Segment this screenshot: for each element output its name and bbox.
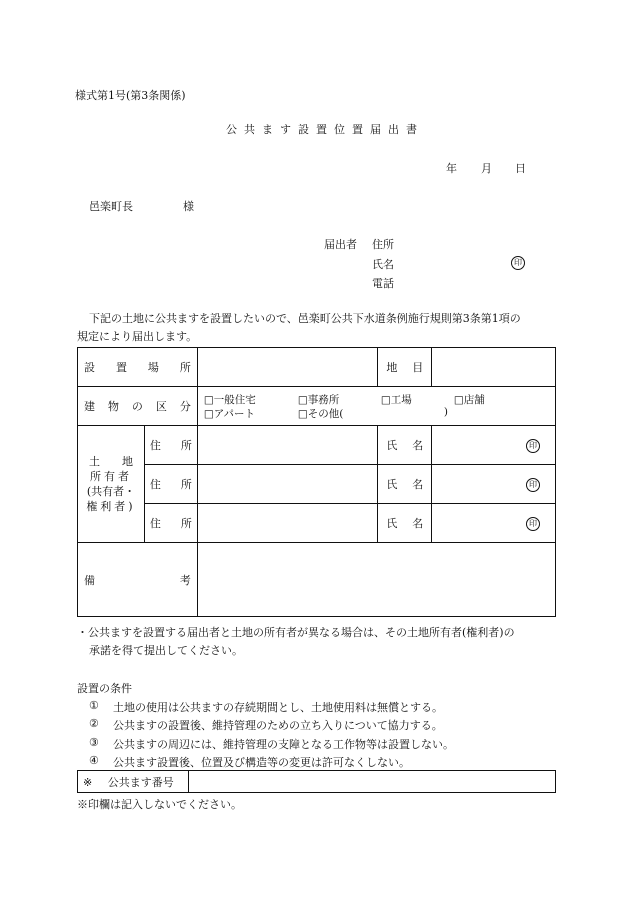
condition-2-text: 公共ますの設置後、維持管理のための立ち入りについて協力する。: [113, 719, 443, 732]
condition-2-num: ②: [89, 717, 99, 730]
option-factory[interactable]: □工場: [380, 394, 412, 406]
owner-1-stamp-icon: 印: [526, 439, 540, 453]
owner-3-name-label: 氏 名: [378, 504, 432, 543]
condition-4-num: ④: [89, 754, 99, 767]
condition-1-num: ①: [89, 699, 99, 712]
addressee-name: 邑楽町長: [89, 200, 133, 213]
owner-3-address-field[interactable]: [197, 504, 377, 543]
intro-line-2: 規定により届出します。: [77, 330, 198, 343]
condition-3-num: ③: [89, 736, 99, 749]
owner-label-line-2: 所有者: [89, 470, 132, 483]
owner-3-stamp-icon: 印: [526, 517, 540, 531]
option-apartment[interactable]: □アパート: [203, 408, 255, 420]
applicant-stamp-icon: 印: [511, 255, 525, 270]
applicant-label: 届出者: [324, 238, 357, 251]
applicant-phone-label: 電話: [372, 277, 394, 290]
addressee-honorific: 様: [183, 200, 194, 213]
footer-note: ※印欄は記入しないでください。: [77, 798, 242, 811]
owner-1-name-label: 氏 名: [378, 426, 432, 465]
owner-2-name-field[interactable]: [432, 465, 556, 504]
building-type-options: [197, 387, 555, 426]
owner-label-line-4: 権利者): [86, 500, 136, 513]
owner-2-name-label: 氏 名: [378, 465, 432, 504]
number-box: [77, 770, 556, 793]
building-type-label-cell: 建 物 の 区 分: [78, 387, 198, 426]
owner-1-name-field[interactable]: [432, 426, 556, 465]
owner-label-cell: [78, 426, 145, 543]
remarks-field[interactable]: [197, 543, 555, 617]
page-title: 公共ます設置位置届出書: [226, 123, 424, 136]
condition-4-text: 公共ます設置後、位置及び構造等の変更は許可なくしない。: [113, 756, 410, 769]
note-line-2: 承諾を得て提出してください。: [89, 644, 243, 657]
option-general-house[interactable]: □一般住宅: [203, 394, 256, 406]
location-label-cell: 設 置 場 所: [78, 348, 198, 387]
owner-2-stamp-icon: 印: [526, 478, 540, 492]
form-number: 様式第1号(第3条関係): [75, 89, 186, 102]
location-field[interactable]: [197, 348, 377, 387]
number-box-label: 公共ます番号: [107, 775, 174, 789]
condition-1-text: 土地の使用は公共ますの存続期間とし、土地使用料は無償とする。: [113, 701, 443, 714]
date-year: 年: [446, 162, 457, 175]
land-category-label-cell: 地 目: [378, 348, 432, 387]
number-box-field[interactable]: [188, 771, 555, 793]
owner-label-line-3: (共有者・: [86, 485, 136, 498]
applicant-name-label: 氏名: [372, 258, 394, 271]
owner-3-address-label: 住 所: [144, 504, 197, 543]
option-office[interactable]: □事務所: [297, 394, 340, 406]
owner-label-line-1: 土 地: [88, 455, 133, 468]
option-shop[interactable]: □店舗: [453, 394, 485, 406]
note-line-1: ・公共ますを設置する届出者と土地の所有者が異なる場合は、その土地所有者(権利者)の: [77, 626, 515, 639]
owner-1-address-field[interactable]: [197, 426, 377, 465]
land-category-field[interactable]: [432, 348, 556, 387]
option-other[interactable]: □その他(: [297, 408, 344, 420]
number-box-label-cell: [78, 771, 189, 793]
owner-3-name-field[interactable]: [432, 504, 556, 543]
applicant-address-label: 住所: [372, 238, 394, 251]
option-other-close: ): [443, 406, 448, 418]
owner-1-address-label: 住 所: [144, 426, 197, 465]
condition-3-text: 公共ますの周辺には、維持管理の支障となる工作物等は設置しない。: [113, 738, 454, 751]
intro-line-1: 下記の土地に公共ますを設置したいので、邑楽町公共下水道条例施行規則第3条第1項の: [89, 312, 521, 325]
owner-2-address-field[interactable]: [197, 465, 377, 504]
application-table: [77, 347, 556, 617]
owner-2-address-label: 住 所: [144, 465, 197, 504]
remarks-label-cell: 備 考: [78, 543, 198, 617]
conditions-heading: 設置の条件: [77, 682, 132, 695]
date-month: 月: [481, 162, 492, 175]
number-box-mark: ※: [83, 775, 93, 789]
date-day: 日: [515, 162, 526, 175]
